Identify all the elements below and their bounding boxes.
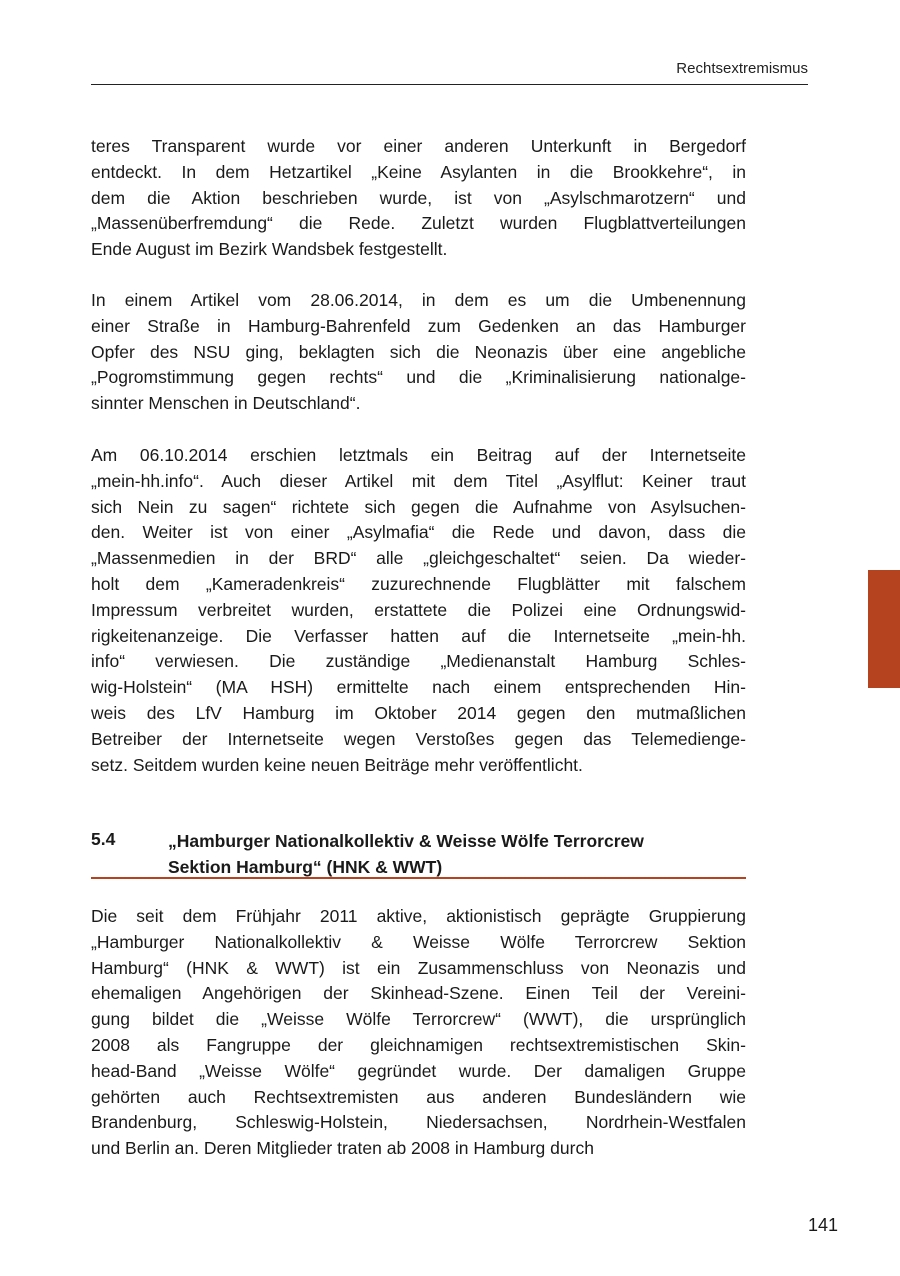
text-line: teres Transparent wurde vor einer anderen Unterkunft in Bergedorf <box>91 136 746 156</box>
paragraph-4 <box>91 904 746 1162</box>
text-line: „Massenüberfremdung“ die Rede. Zuletzt wurden Flugblattverteilungen <box>91 213 746 234</box>
text-line: Brandenburg, Schleswig-Holstein, Niedersachsen, Nordrhein-Westfalen <box>91 1112 746 1133</box>
running-header: Rechtsextremismus <box>676 60 808 77</box>
text-line: „mein-hh.info“. Auch dieser Artikel mit dem Titel „Asylflut: Keiner traut <box>91 470 746 491</box>
chapter-thumb-tab <box>868 570 900 688</box>
text-line: gung bildet die „Weisse Wölfe Terrorcrew“ (WWT), die ursprünglich <box>91 1009 746 1030</box>
text-line: „Hamburger Nationalkollektiv & Weisse Wölfe Terrorcrew Sektion <box>91 931 746 952</box>
text-line: entdeckt. In dem Hetzartikel „Keine Asylanten in die Brookkehre“, in <box>91 161 746 182</box>
text-line: Betreiber der Internetseite wegen Verstoßes gegen das Telemedienge- <box>91 728 746 749</box>
text-line: ehemaligen Angehörigen der Skinhead-Szene. Einen Teil der Vereini- <box>91 983 746 1004</box>
text-line: dem die Aktion beschrieben wurde, ist von „Asylschmarotzern“ und <box>91 187 746 208</box>
text-line: gehörten auch Rechtsextremisten aus anderen Bundesländern wie <box>91 1086 746 1107</box>
text-line: 2008 als Fangruppe der gleichnamigen rechtsextremistischen Skin- <box>91 1034 746 1055</box>
header-rule <box>91 84 808 85</box>
text-line: In einem Artikel vom 28.06.2014, in dem es um die Umbenennung <box>91 290 746 310</box>
text-line: Hamburg“ (HNK & WWT) ist ein Zusammenschluss von Neonazis und <box>91 957 746 978</box>
text-line: head-Band „Weisse Wölfe“ gegründet wurde. Der damaligen Gruppe <box>91 1060 746 1081</box>
text-line: info“ verwiesen. Die zuständige „Medienanstalt Hamburg Schles- <box>91 651 746 672</box>
text-line: Opfer des NSU ging, beklagten sich die Neonazis über eine angebliche <box>91 341 746 362</box>
text-line: einer Straße in Hamburg-Bahrenfeld zum Gedenken an das Hamburger <box>91 315 746 336</box>
text-line: setz. Seitdem wurden keine neuen Beiträge mehr veröffentlicht. <box>91 754 583 775</box>
text-line: „Pogromstimmung gegen rechts“ und die „Kriminalisierung nationalge- <box>91 367 746 388</box>
text-line: sinnter Menschen in Deutschland“. <box>91 393 361 414</box>
text-line: den. Weiter ist von einer „Asylmafia“ die Rede und davon, dass die <box>91 522 746 543</box>
section-title-line: „Hamburger Nationalkollektiv & Weisse Wölfe Terrorcrew <box>168 831 644 851</box>
section-title-line: Sektion Hamburg“ (HNK & WWT) <box>168 856 443 877</box>
paragraph-3 <box>91 443 746 778</box>
paragraph-2 <box>91 288 746 417</box>
text-line: und Berlin an. Deren Mitglieder traten ab 2008 in Hamburg durch <box>91 1138 594 1159</box>
text-line: holt dem „Kameradenkreis“ zuzurechnende Flugblätter mit falschem <box>91 573 746 594</box>
text-line: rigkeitenanzeige. Die Verfasser hatten auf die Internetseite „mein-hh. <box>91 625 746 646</box>
section-rule <box>91 877 746 879</box>
text-line: Ende August im Bezirk Wandsbek festgestellt. <box>91 239 448 260</box>
section-number: 5.4 <box>91 829 116 849</box>
text-line: Am 06.10.2014 erschien letztmals ein Beitrag auf der Internetseite <box>91 445 746 465</box>
text-line: weis des LfV Hamburg im Oktober 2014 gegen den mutmaßlichen <box>91 702 746 723</box>
paragraph-1 <box>91 134 746 263</box>
page-number: 141 <box>808 1215 839 1235</box>
text-line: Impressum verbreitet wurden, erstattete die Polizei eine Ordnungswid- <box>91 599 746 620</box>
text-line: wig-Holstein“ (MA HSH) ermittelte nach einem entsprechenden Hin- <box>91 677 746 698</box>
text-line: sich Nein zu sagen“ richtete sich gegen die Aufnahme von Asylsuchen- <box>91 496 746 517</box>
section-title <box>168 829 644 880</box>
text-line: Die seit dem Frühjahr 2011 aktive, aktionistisch geprägte Gruppierung <box>91 906 746 926</box>
text-line: „Massenmedien in der BRD“ alle „gleichgeschaltet“ seien. Da wieder- <box>91 548 746 569</box>
